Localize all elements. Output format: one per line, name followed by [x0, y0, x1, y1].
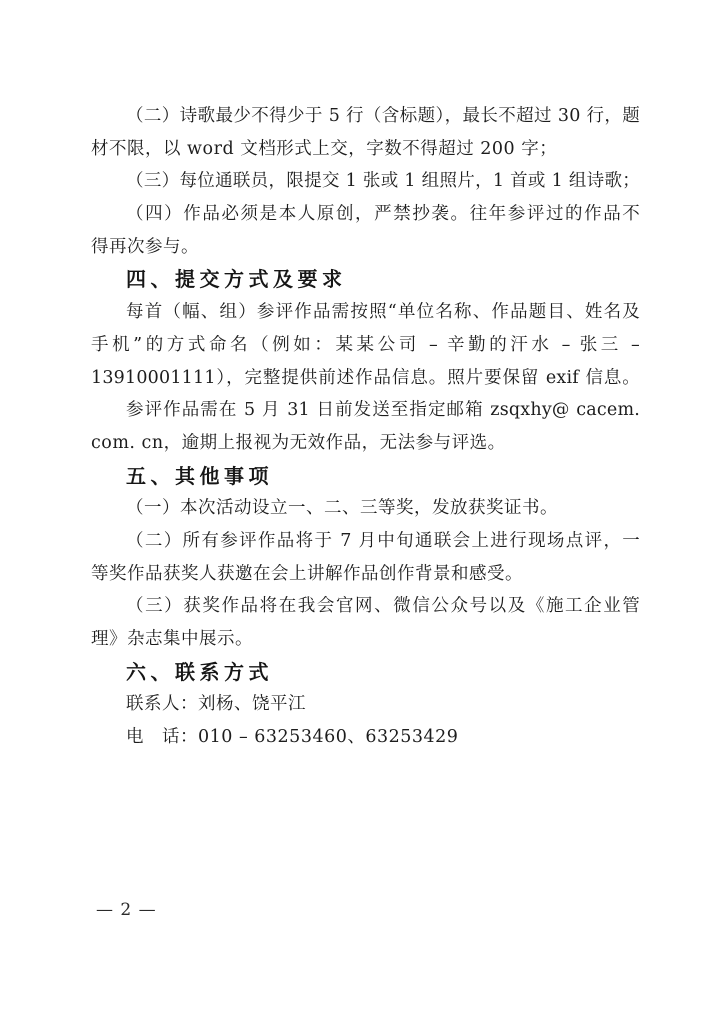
doc-line: 等奖作品获奖人获邀在会上讲解作品创作背景和感受。 [91, 563, 523, 584]
doc-line: （三）获奖作品将在我会官网、微信公众号以及《施工企业管 [126, 596, 640, 617]
doc-line: 理》杂志集中展示。 [91, 629, 253, 649]
doc-line: 参评作品需在 5 月 31 日前发送至指定邮箱 zsqxhy@ cacem. [126, 400, 640, 421]
doc-line: （一）本次活动设立一、二、三等奖，发放获奖证书。 [126, 498, 558, 519]
doc-line: 材不限，以 word 文档形式上交，字数不得超过 200 字； [91, 138, 558, 159]
page-number: — 2 — [96, 900, 157, 920]
doc-line: 13910001111），完整提供前述作品信息。照片要保留 exif 信息。 [91, 367, 640, 388]
doc-line: 手机”的方式命名（例如：某某公司 – 辛勤的汗水 – 张三 – [91, 334, 640, 355]
doc-line: （二）所有参评作品将于 7 月中旬通联会上进行现场点评，一 [126, 530, 640, 551]
doc-line: 得再次参与。 [91, 236, 199, 257]
section-heading-submission: 四、提交方式及要求 [126, 267, 347, 292]
doc-line: （二）诗歌最少不得少于 5 行（含标题），最长不超过 30 行，题 [126, 106, 640, 126]
doc-line: com. cn，逾期上报视为无效作品，无法参与评选。 [91, 432, 506, 453]
doc-line: （四）作品必须是本人原创，严禁抄袭。往年参评过的作品不 [126, 204, 640, 225]
doc-line: （三）每位通联员，限提交 1 张或 1 组照片，1 首或 1 组诗歌； [126, 171, 640, 192]
contact-person-line: 联系人：刘杨、饶平江 [126, 694, 306, 715]
document-body [91, 100, 640, 754]
contact-phone-line: 电 话：010 – 63253460、63253429 [126, 727, 459, 748]
doc-line: 每首（幅、组）参评作品需按照“单位名称、作品题目、姓名及 [126, 302, 640, 323]
section-heading-other: 五、其他事项 [126, 463, 273, 488]
section-heading-contact: 六、联系方式 [126, 659, 273, 684]
